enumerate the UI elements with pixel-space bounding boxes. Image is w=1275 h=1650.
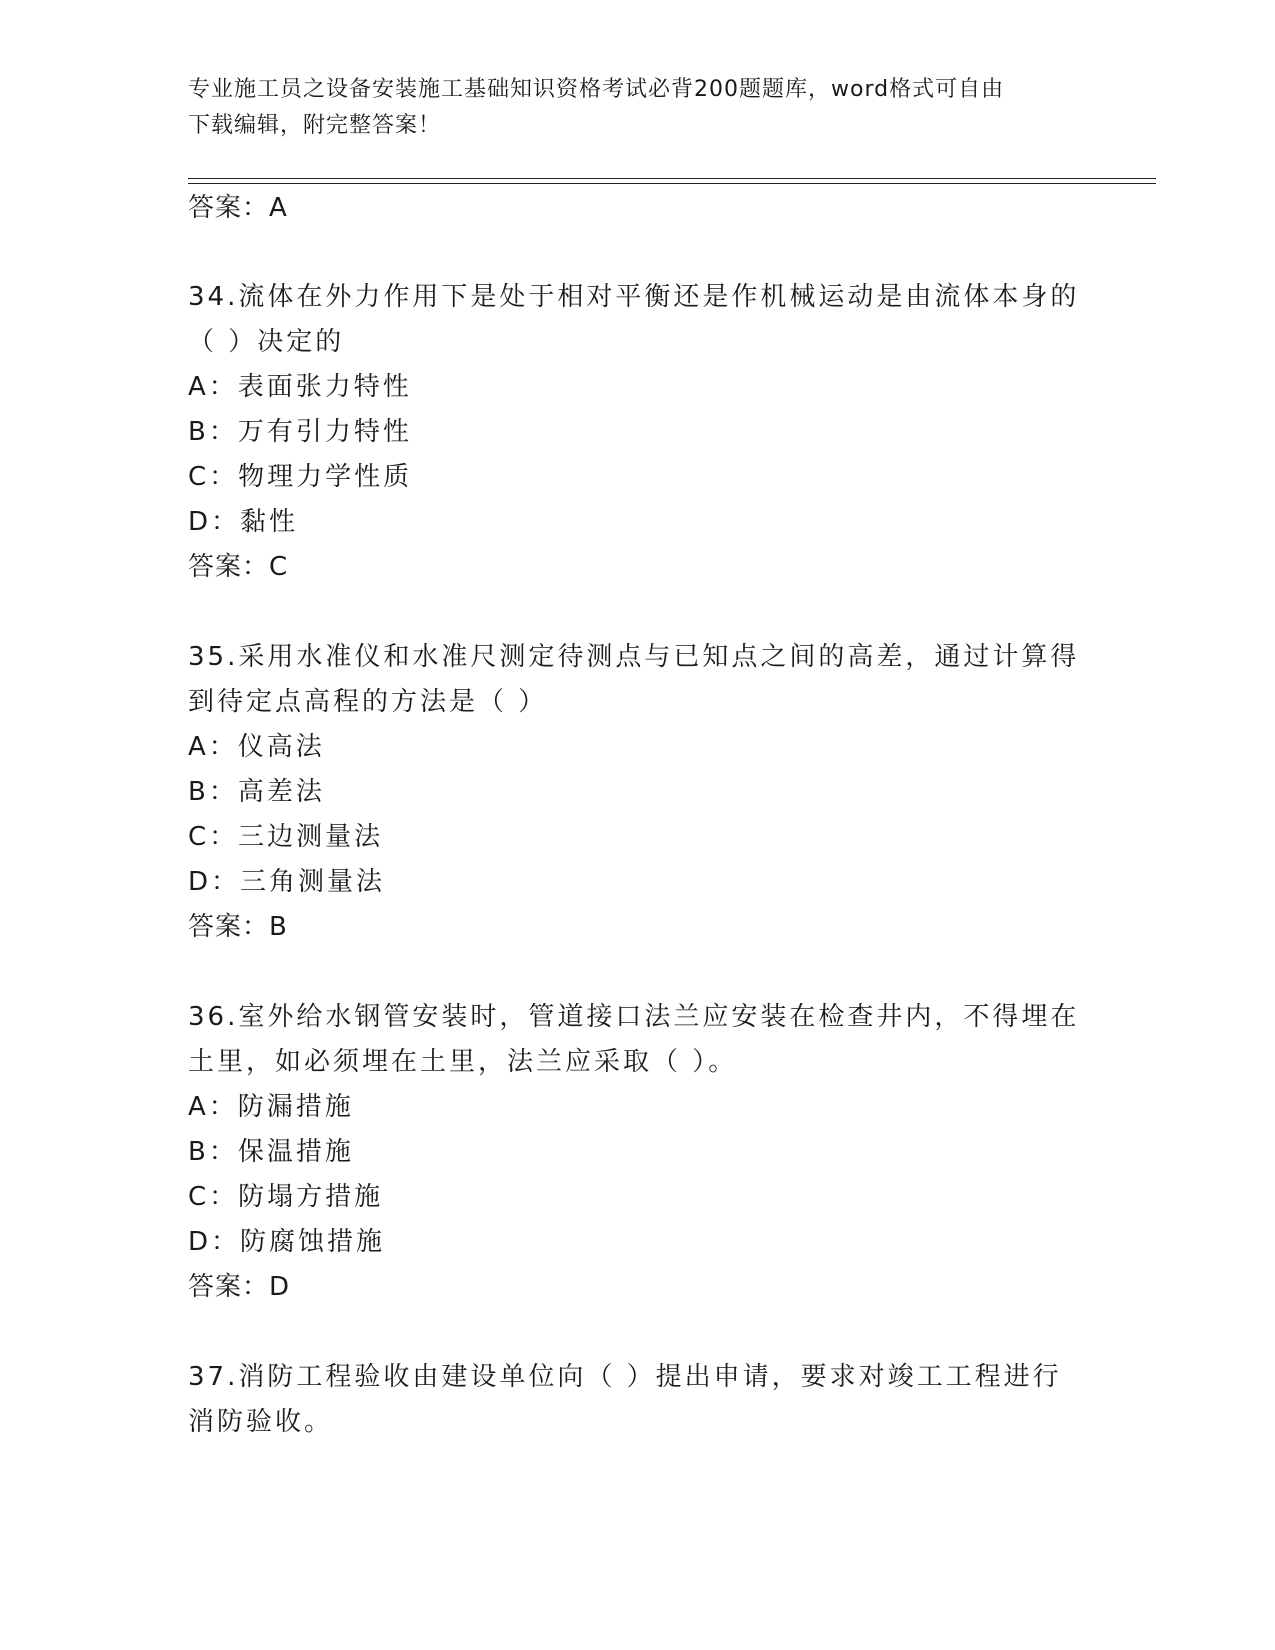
question-34-option-b: B：万有引力特性: [188, 417, 412, 447]
header-divider-top: [188, 178, 1156, 179]
question-34-text-line-2: （ ）决定的: [188, 327, 345, 357]
question-36-text-line-2: 土里，如必须埋在土里，法兰应采取（ ）。: [188, 1047, 738, 1077]
answer-line: 答案：A: [188, 193, 288, 223]
question-36-option-c: C：防塌方措施: [188, 1182, 384, 1212]
question-36-answer: 答案：D: [188, 1272, 291, 1302]
header-divider-bottom: [188, 183, 1156, 184]
header-line-2: 下载编辑，附完整答案！: [188, 113, 442, 138]
question-35-option-b: B：高差法: [188, 777, 325, 807]
question-34-text-line-1: 34.流体在外力作用下是处于相对平衡还是作机械运动是由流体本身的: [188, 282, 1080, 312]
question-34-option-a: A：表面张力特性: [188, 372, 412, 402]
question-35-option-c: C：三边测量法: [188, 822, 384, 852]
question-34-option-d: D：黏性: [188, 507, 299, 537]
question-36-option-b: B：保温措施: [188, 1137, 354, 1167]
question-37-text-line-1: 37.消防工程验收由建设单位向（ ）提出申请，要求对竣工工程进行: [188, 1362, 1062, 1392]
header-line-1: 专业施工员之设备安装施工基础知识资格考试必背200题题库，word格式可自由: [188, 77, 1005, 102]
question-37-text-line-2: 消防验收。: [188, 1407, 334, 1437]
question-36-option-d: D：防腐蚀措施: [188, 1227, 386, 1257]
question-34-option-c: C：物理力学性质: [188, 462, 413, 492]
question-35-answer: 答案：B: [188, 912, 288, 942]
question-35-text-line-2: 到待定点高程的方法是（ ）: [188, 687, 548, 717]
question-36-text-line-1: 36.室外给水钢管安装时，管道接口法兰应安装在检查井内，不得埋在: [188, 1002, 1080, 1032]
question-35-option-a: A：仪高法: [188, 732, 325, 762]
question-34-answer: 答案：C: [188, 552, 289, 582]
document-header: [188, 72, 1068, 144]
question-36-option-a: A：防漏措施: [188, 1092, 354, 1122]
question-35-text-line-1: 35.采用水准仪和水准尺测定待测点与已知点之间的高差，通过计算得: [188, 642, 1080, 672]
question-35-option-d: D：三角测量法: [188, 867, 386, 897]
